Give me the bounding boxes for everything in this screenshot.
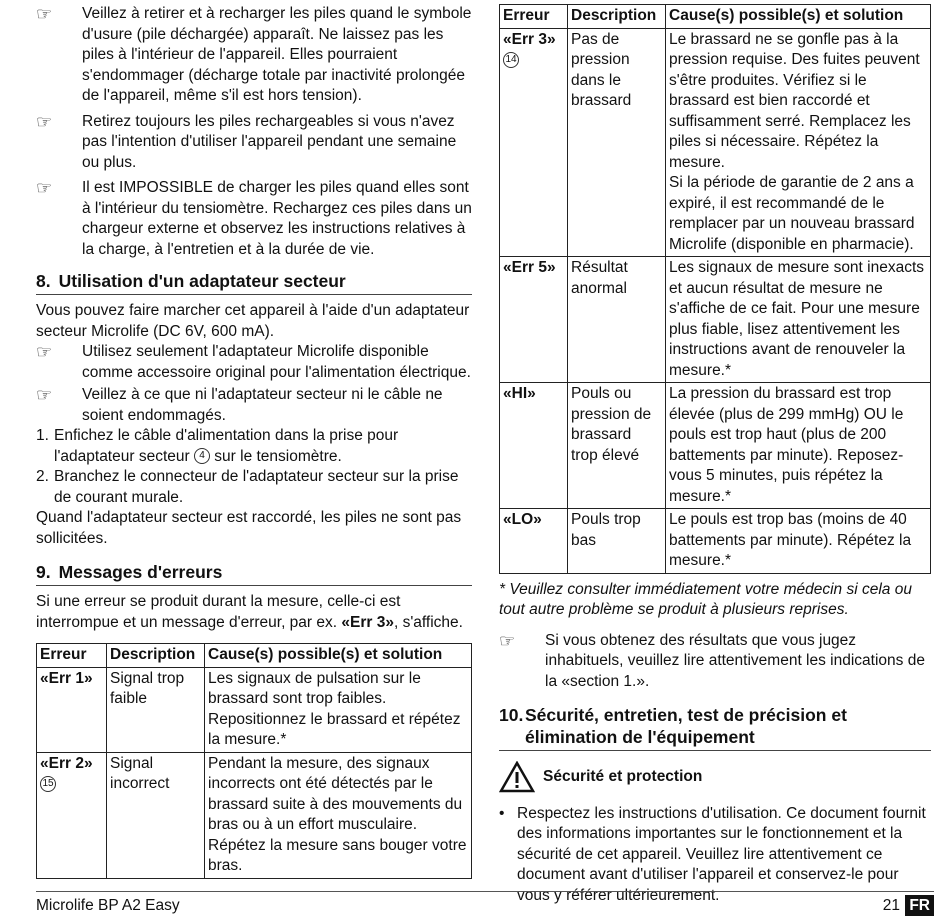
table-row <box>500 509 931 574</box>
reference-number: 4 <box>194 448 210 464</box>
column-header: Cause(s) possible(s) et solution <box>666 5 931 29</box>
table-row <box>500 257 931 383</box>
left-column <box>36 4 472 879</box>
error-table <box>36 643 472 879</box>
note <box>36 385 472 426</box>
note <box>36 4 472 107</box>
description-cell: Pouls trop bas <box>568 509 666 574</box>
error-code-cell: «Err 1» <box>37 667 107 752</box>
column-header: Erreur <box>500 5 568 29</box>
cause-cell: Le brassard ne se gonfle pas à la pression requise. Des fuites peuvent s'être produites. Vérifiez si le brassard est bien raccordé et suffisamment serré. Remplacez les piles si nécessaire. Répétez la mesure. Si la période de garantie de 2 ans a expiré, il est recommandé de le remplacer par un nouveau brassard Microlife (disponible en pharmacie). <box>666 28 931 257</box>
description-cell: Signal trop faible <box>107 667 205 752</box>
column-header: Cause(s) possible(s) et solution <box>205 644 472 668</box>
language-badge: FR <box>905 895 934 916</box>
table-row <box>500 383 931 509</box>
column-header: Erreur <box>37 644 107 668</box>
section-title: Messages d'erreurs <box>58 562 223 582</box>
error-code-cell: «LO» <box>500 509 568 574</box>
pointing-hand-icon: ☞ <box>36 178 53 198</box>
section-10-heading <box>499 704 931 751</box>
right-column <box>499 4 931 906</box>
error-code-cell: «Err 2» 15 <box>37 752 107 878</box>
cause-cell: Les signaux de mesure sont inexacts et aucun résultat de mesure ne s'affiche de ce fait. Pour une mesure plus fiable, lisez attentivement les instructions avant de renouveler la mesure.* <box>666 257 931 383</box>
step-2: 2. Branchez le connecteur de l'adaptateur secteur sur la prise de courant murale. <box>36 468 459 506</box>
section-title: Sécurité, entretien, test de précision et élimination de l'équipement <box>525 705 847 747</box>
section-8-closing: Quand l'adaptateur secteur est raccordé, les piles ne sont pas sollicitées. <box>36 509 462 547</box>
list-item: • Respectez les instructions d'utilisation. Ce document fournit des informations importantes sur le fonctionnement et la sécurité de cet appareil. Veuillez lire attentivement ce document avant d'utiliser l'appareil et conservez-le pour vous y référer ultérieurement. <box>499 804 931 907</box>
section-9-heading <box>36 561 472 586</box>
product-name: Microlife BP A2 Easy <box>36 897 180 914</box>
section-number: 8. <box>36 271 51 291</box>
section-8-intro: Vous pouvez faire marcher cet appareil à l'aide d'un adaptateur secteur Microlife (DC 6V, 600 mA). <box>36 302 470 340</box>
table-row <box>37 752 472 878</box>
cause-cell: Pendant la mesure, des signaux incorrects ont été détectés par le brassard suite à des mouvements du bras ou à un effort musculaire. Répétez la mesure sans bouger votre bras. <box>205 752 472 878</box>
section-9-intro: Si une erreur se produit durant la mesure, celle-ci est interrompue et un message d'erreur, par ex. «Err 3», s'affiche. <box>36 593 463 631</box>
step-1: 1. Enfichez le câble d'alimentation dans la prise pour l'adaptateur secteur 4 sur le tensiomètre. <box>36 427 399 465</box>
footnote: * Veuillez consulter immédiatement votre médecin si cela ou tout autre problème se produit à plusieurs reprises. <box>499 580 912 618</box>
note-text: Retirez toujours les piles rechargeables si vous n'avez pas l'intention d'utiliser l'appareil pendant une semaine ou plus. <box>82 112 457 171</box>
description-cell: Pouls ou pression de brassard trop élevé <box>568 383 666 509</box>
table-header-row <box>500 5 931 29</box>
error-code-cell: «Err 5» <box>500 257 568 383</box>
table-row <box>37 667 472 752</box>
column-header: Description <box>568 5 666 29</box>
note-text: Il est IMPOSSIBLE de charger les piles quand elles sont à l'intérieur du tensiomètre. Rechargez ces piles dans un chargeur externe et observez les instructions relatives à la charge, à l'entretien et à la durée de vie. <box>82 179 472 258</box>
reference-number: 15 <box>40 776 56 792</box>
section-number: 9. <box>36 562 51 582</box>
pointing-hand-icon: ☞ <box>36 342 53 362</box>
note <box>36 342 472 383</box>
reference-number: 14 <box>503 52 519 68</box>
warning-triangle-icon <box>499 761 543 800</box>
description-cell: Signal incorrect <box>107 752 205 878</box>
cause-cell: Le pouls est trop bas (moins de 40 battements par minute). Répétez la mesure.* <box>666 509 931 574</box>
note <box>36 112 472 174</box>
note-text: Si vous obtenez des résultats que vous jugez inhabituels, veuillez lire attentivement les indications de la «section 1.». <box>545 631 925 690</box>
error-code-cell: «HI» <box>500 383 568 509</box>
note-text: Utilisez seulement l'adaptateur Microlife disponible comme accessoire original pour l'alimentation électrique. <box>82 343 471 381</box>
page-number: 21 <box>882 897 900 914</box>
pointing-hand-icon: ☞ <box>36 4 53 24</box>
note-text: Veillez à ce que ni l'adaptateur secteur ni le câble ne soient endommagés. <box>82 386 443 424</box>
error-code-cell: «Err 3» 14 <box>500 28 568 257</box>
page-footer <box>36 891 934 918</box>
note <box>36 178 472 260</box>
table-header-row <box>37 644 472 668</box>
cause-cell: La pression du brassard est trop élevée (plus de 299 mmHg) OU le pouls est trop haut (plus de 200 battements par minute). Reposez-vous 5 minutes, puis répétez la mesure.* <box>666 383 931 509</box>
bullet-text: Respectez les instructions d'utilisation. Ce document fournit des informations importantes sur le fonctionnement et la sécurité de cet appareil. Veuillez lire attentivement ce document avant d'utiliser l'appareil et conservez-le pour vous y référer ultérieurement. <box>517 804 926 904</box>
description-cell: Résultat anormal <box>568 257 666 383</box>
note-text: Veillez à retirer et à recharger les piles quand le symbole d'usure (pile déchargée) apparaît. Ne laissez pas les piles à l'intérieur de l'appareil. Elles pourraient s'endommager (décharge totale par inactivité prolongée de l'appareil, même s'il est hors tension). <box>82 5 472 104</box>
note <box>499 631 931 693</box>
section-number: 10. <box>499 705 524 725</box>
safety-heading-label: Sécurité et protection <box>543 768 703 785</box>
error-table <box>499 4 931 574</box>
pointing-hand-icon: ☞ <box>36 111 53 132</box>
safety-heading <box>499 761 931 800</box>
table-row <box>500 28 931 257</box>
column-header: Description <box>107 644 205 668</box>
cause-cell: Les signaux de pulsation sur le brassard sont trop faibles. Repositionnez le brassard et répétez la mesure.* <box>205 667 472 752</box>
pointing-hand-icon: ☞ <box>499 630 516 651</box>
pointing-hand-icon: ☞ <box>36 385 53 405</box>
section-8-heading <box>36 270 472 295</box>
section-title: Utilisation d'un adaptateur secteur <box>58 271 346 291</box>
description-cell: Pas de pression dans le brassard <box>568 28 666 257</box>
